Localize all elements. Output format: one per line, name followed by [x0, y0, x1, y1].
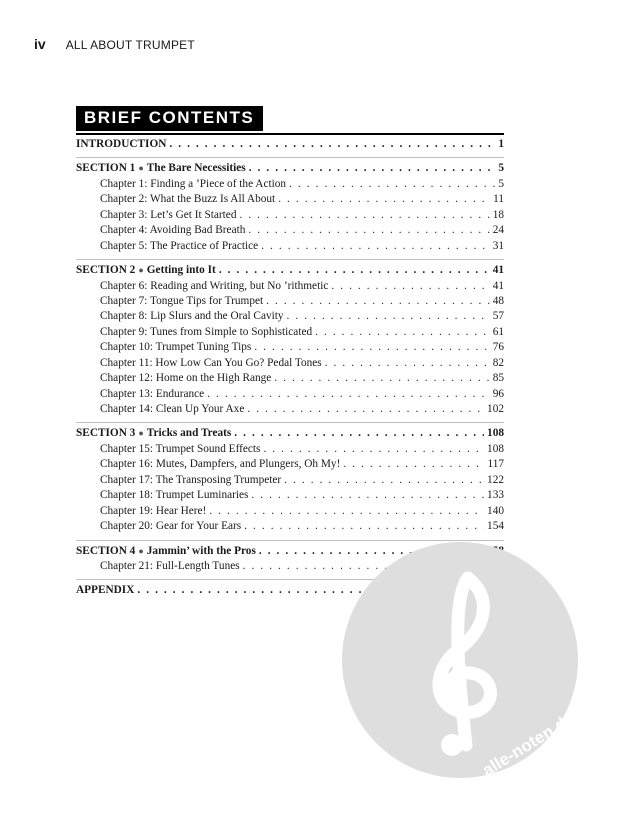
entry-page: 61 — [492, 325, 504, 338]
toc-entry-chapter[interactable] — [76, 473, 504, 488]
group-divider — [76, 157, 504, 158]
toc-entry-chapter[interactable] — [76, 177, 504, 192]
treble-clef-watermark — [340, 540, 580, 780]
entry-page: 24 — [492, 224, 504, 237]
entry-page: 31 — [492, 239, 504, 252]
bullet-separator-icon: ● — [138, 545, 144, 556]
dot-leader — [331, 279, 489, 294]
dot-leader — [254, 340, 489, 355]
book-title: ALL ABOUT TRUMPET — [65, 38, 195, 52]
toc-entry-chapter[interactable] — [76, 387, 504, 402]
entry-page: 102 — [487, 403, 504, 415]
watermark-text: alle-noten.de — [478, 708, 578, 780]
chapter-label: Chapter 9: Tunes from Simple to Sophisticated — [100, 325, 313, 338]
entry-page: 140 — [487, 504, 504, 517]
chapter-label: Chapter 17: The Transposing Trumpeter — [100, 473, 282, 486]
clef-dot — [441, 734, 463, 756]
chapter-label: Chapter 15: Trumpet Sound Effects — [100, 442, 261, 455]
entry-page: 41 — [492, 264, 504, 277]
toc-entry-chapter[interactable] — [76, 356, 504, 371]
dot-leader — [209, 504, 484, 519]
entry-page: 5 — [498, 177, 504, 190]
toc-entry-chapter[interactable] — [76, 442, 504, 457]
toc-entry-chapter[interactable] — [76, 402, 504, 417]
entry-page: 133 — [487, 489, 504, 502]
dot-leader — [289, 177, 495, 192]
brief-contents-heading: BRIEF CONTENTS — [76, 106, 263, 131]
dot-leader — [251, 488, 484, 503]
entry-page: 82 — [492, 356, 504, 369]
toc-sections — [76, 157, 504, 574]
toc-entry-section-1[interactable] — [76, 161, 504, 176]
entry-page: 5 — [498, 162, 504, 175]
dot-leader — [244, 519, 484, 534]
group-divider — [76, 259, 504, 260]
entry-page: 57 — [492, 310, 504, 323]
entry-label: APPENDIX — [76, 584, 135, 597]
entry-page: 117 — [487, 458, 504, 471]
entry-page: 41 — [492, 279, 504, 292]
dot-leader — [284, 473, 484, 488]
chapter-label: Chapter 18: Trumpet Luminaries — [100, 489, 249, 502]
toc-entry-chapter[interactable] — [76, 223, 504, 238]
chapter-label: Chapter 13: Endurance — [100, 387, 205, 400]
chapter-label: Chapter 2: What the Buzz Is All About — [100, 193, 276, 206]
chapter-label: Chapter 11: How Low Can You Go? Pedal Tones — [100, 356, 322, 369]
chapter-label: Chapter 3: Let’s Get It Started — [100, 208, 237, 221]
section-number: SECTION 3 — [76, 427, 136, 440]
toc-entry-chapter[interactable] — [76, 519, 504, 534]
entry-page: 18 — [492, 208, 504, 221]
section-title: Tricks and Treats — [146, 427, 232, 440]
entry-page: 85 — [492, 372, 504, 385]
dot-leader — [248, 223, 489, 238]
running-head — [34, 36, 195, 52]
dot-leader — [315, 325, 490, 340]
chapter-label: Chapter 12: Home on the High Range — [100, 372, 272, 385]
toc-entry-chapter[interactable] — [76, 457, 504, 472]
entry-page: 122 — [487, 473, 504, 486]
toc-entry-chapter[interactable] — [76, 294, 504, 309]
section-label — [76, 263, 216, 278]
chapter-label: Chapter 6: Reading and Writing, but No ’rithmetic — [100, 279, 329, 292]
entry-page: 108 — [487, 442, 504, 455]
section-label — [76, 544, 256, 559]
entry-page: 1 — [498, 138, 504, 150]
toc-entry-introduction[interactable] — [76, 137, 504, 152]
dot-leader — [169, 137, 495, 152]
dot-leader — [247, 402, 484, 417]
section-label — [76, 426, 231, 441]
dot-leader — [266, 294, 490, 309]
dot-leader — [219, 263, 490, 278]
toc-entry-chapter[interactable] — [76, 309, 504, 324]
bullet-separator-icon: ● — [138, 265, 144, 276]
dot-leader — [234, 426, 484, 441]
chapter-label: Chapter 5: The Practice of Practice — [100, 239, 259, 252]
chapter-label: Chapter 1: Finding a ’Piece of the Action — [100, 177, 287, 190]
section-number: SECTION 1 — [76, 162, 136, 175]
chapter-label: Chapter 16: Mutes, Dampfers, and Plungers, Oh My! — [100, 458, 341, 471]
bullet-separator-icon: ● — [138, 428, 144, 439]
section-label — [76, 161, 246, 176]
toc-entry-chapter[interactable] — [76, 371, 504, 386]
page-number: iv — [34, 36, 46, 52]
entry-page: 48 — [492, 294, 504, 307]
dot-leader — [287, 309, 490, 324]
dot-leader — [261, 239, 490, 254]
chapter-label: Chapter 4: Avoiding Bad Breath — [100, 224, 246, 237]
dot-leader — [325, 356, 490, 371]
toc-entry-chapter[interactable] — [76, 208, 504, 223]
toc-entry-chapter[interactable] — [76, 340, 504, 355]
toc-entry-section-3[interactable] — [76, 426, 504, 441]
chapter-label: Chapter 10: Trumpet Tuning Tips — [100, 341, 252, 354]
dot-leader — [249, 161, 496, 176]
section-title: The Bare Necessities — [146, 162, 246, 175]
toc-entry-section-2[interactable] — [76, 263, 504, 278]
section-title: Jammin’ with the Pros — [146, 544, 256, 557]
entry-page: 11 — [493, 193, 504, 206]
entry-label: INTRODUCTION — [76, 138, 167, 150]
toc-entry-chapter[interactable] — [76, 504, 504, 519]
heading-rule — [76, 133, 504, 135]
section-number: SECTION 4 — [76, 544, 136, 557]
chapter-label: Chapter 19: Hear Here! — [100, 504, 207, 517]
chapter-label: Chapter 7: Tongue Tips for Trumpet — [100, 294, 264, 307]
dot-leader — [274, 371, 489, 386]
entry-page: 76 — [492, 341, 504, 354]
chapter-label: Chapter 14: Clean Up Your Axe — [100, 403, 245, 415]
entry-page: 154 — [487, 520, 504, 533]
toc-entry-chapter[interactable] — [76, 239, 504, 254]
entry-page: 108 — [487, 427, 504, 440]
chapter-label: Chapter 8: Lip Slurs and the Oral Cavity — [100, 310, 284, 323]
toc-entry-chapter[interactable] — [76, 325, 504, 340]
dot-leader — [239, 208, 489, 223]
toc-entry-chapter[interactable] — [76, 488, 504, 503]
chapter-label: Chapter 21: Full-Length Tunes — [100, 559, 240, 572]
section-number: SECTION 2 — [76, 264, 136, 277]
dot-leader — [263, 442, 484, 457]
toc-entry-chapter[interactable] — [76, 192, 504, 207]
dot-leader — [207, 387, 490, 402]
bullet-separator-icon: ● — [138, 163, 144, 174]
dot-leader — [278, 192, 490, 207]
dot-leader — [343, 457, 484, 472]
section-title: Getting into It — [146, 264, 216, 277]
chapter-label: Chapter 20: Gear for Your Ears — [100, 520, 242, 533]
table-of-contents — [76, 137, 504, 599]
group-divider — [76, 422, 504, 423]
toc-entry-chapter[interactable] — [76, 279, 504, 294]
entry-page: 96 — [492, 387, 504, 400]
